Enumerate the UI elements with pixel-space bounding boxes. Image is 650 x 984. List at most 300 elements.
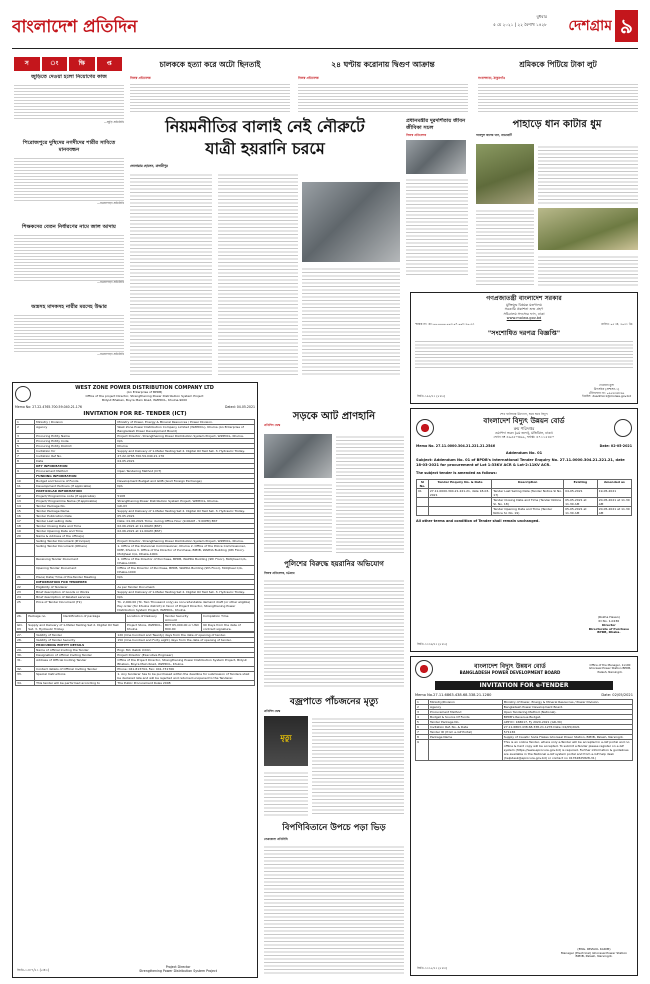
main-story-text-left: [130, 172, 212, 377]
credit: নিজস্ব প্রতিবেদক: [406, 133, 427, 137]
brief-title: জুড়িতে দেওয়া হলো নিয়োগের কাজ: [31, 74, 107, 80]
harvest-photo: [476, 144, 534, 204]
company-name: WEST ZONE POWER DISTRIBUTION COMPANY LTD: [75, 385, 214, 391]
etender-row-cell: 6: [416, 725, 429, 730]
credit: আবদুল কাদের খান, রাঙামাটি: [476, 133, 512, 137]
story-auto-snatch: [130, 76, 290, 114]
etender-row-cell: 5: [416, 720, 429, 725]
tender-row-cell: 24: [16, 595, 35, 600]
etender-row-cell: Tender Package No.: [429, 720, 503, 725]
lightning-photo: [264, 716, 308, 766]
tender-row-cell: Date: 01.06.2021 Time: during Office Hour (9.00AM – 5:00PM) BST: [116, 519, 255, 524]
brief-sign: —নওয়াপাড়া প্রতিনিধি: [96, 201, 124, 205]
tender-row: [16, 672, 255, 681]
tender-row-cell: 3: [16, 434, 35, 439]
tender-row-cell: Khulna: [116, 444, 255, 449]
credit: প্রতিদিন ডেস্ক: [264, 709, 281, 713]
etender-row-cell: 4: [416, 715, 429, 720]
etender-row-cell: BPDB's Revenue Budget.: [502, 715, 632, 720]
etender-row-cell: APP ID: 168617, Fy 2020-2021 (GR-30): [502, 720, 632, 725]
pkg-col: Completion Time: [202, 614, 255, 623]
main-story-text-right: [302, 266, 400, 376]
tender-row-cell: Supply and Delivery of 1-Meter Testing Set 2. Digital Oil Test Set. 3. Hydraulic Trolley.: [116, 449, 255, 454]
story-covid: [298, 76, 468, 114]
tender-row-cell: N/A: [116, 595, 255, 600]
tender-row-cell: Development Partners (If applicable): [35, 484, 116, 489]
tender-row-cell: PROCURING ENTITY DETAILS: [35, 643, 116, 648]
etender-org-bn: বাংলাদেশ বিদ্যুৎ উন্নয়ন বোর্ড: [474, 662, 546, 670]
tender-memo: Memo No: 27.22.4765.700.59.040.21.176: [15, 404, 82, 409]
tender-row-cell: This tender will be performed according to: [35, 681, 116, 686]
govt-tender-notice: [410, 292, 638, 404]
page-number: ৯: [615, 10, 638, 42]
tender-row-cell: Invitation for: [35, 449, 116, 454]
tender-row: [16, 658, 255, 667]
credit: নিজস্ব প্রতিবেদক: [298, 76, 319, 80]
tender-row-cell: Selling Tender Document (Others): [35, 544, 116, 557]
package-table: [15, 613, 255, 632]
main-headline-line1: নিয়মনীতির বালাই নেই নৌরুটে: [165, 117, 365, 136]
field-photo: [538, 208, 638, 250]
etender-code: জিডি-১৩১৫/২১ (৫×৩): [417, 966, 448, 971]
brief-item: [14, 304, 124, 370]
tender-date: Dated: 04.05.2021: [225, 404, 255, 409]
issue-day: বুধবার: [536, 14, 547, 19]
tender-row-cell: Tender Closing Date and Time: [35, 524, 116, 529]
etender-row-cell: 3: [416, 710, 429, 715]
story4-title: পুলিশের বিরুদ্ধে হয়রানির অভিযোগ: [284, 560, 384, 568]
tender-row-cell: 2: [16, 425, 35, 434]
masthead: [12, 6, 638, 48]
notice-website[interactable]: www.molwa.gov.bd: [506, 316, 542, 321]
tender-row-cell: 1. Any tenderer has to be purchased within the deadline for submission of Tenders shall be declared late and will be rejected and returned unopened to the Tenderer.: [116, 672, 255, 681]
pm-photo: [406, 140, 466, 174]
bpdb-signer-role: Director: [601, 622, 616, 627]
etender-row-cell: Supply of Caustic Soda Flakes Ghorasal Power Station, BPDB, Palash, Narsingdi.: [502, 735, 632, 740]
bpdb-addr: ওয়াপদা ভবন (৯ম তলা), মতিঝিল, ঢাকা।: [494, 431, 554, 435]
tender-row-cell: 29.: [16, 648, 35, 653]
etender-title: INVITATION FOR e-TENDER: [435, 681, 613, 690]
notice-date: তারিখ: ০৫ মে, ২০২১ খ্রি:: [600, 321, 633, 326]
etender-row-cell: 1: [416, 700, 429, 705]
notice-email: ইমেইল: dsadmin1@molwa.gov.bd: [582, 394, 631, 399]
etender-memo: Memo No.27.11.6863.438.68.338.21.1280: [415, 693, 492, 697]
addendum-col: Existing: [564, 479, 598, 488]
tender-row-cell: Project/ Programme Name (If applicable): [35, 499, 116, 504]
pkg-col: Identification of package: [61, 614, 125, 623]
bpdb-signer-id: ID No. 1-0236: [598, 619, 620, 623]
brief-item: [14, 140, 124, 220]
credit: নিজস্ব প্রতিবেদক, চট্টগ্রাম: [264, 571, 295, 575]
tender-footer-code: জিডি-১৩৮৭/২১ (৫×৩): [17, 968, 49, 973]
notice-subject: "সংশোধিত দরপত্র বিজ্ঞপ্তি": [487, 328, 561, 337]
tender-row-cell: Development Budget and GOB (Govt Foreign Exchange): [116, 479, 255, 484]
tender-row-cell: 27.22.4765.700.59.040.21.176: [116, 454, 255, 459]
issue-date: ৫ মে ২০২১ | ২২ বৈশাখ ১৪২৮: [493, 22, 547, 27]
etender-row-cell: Ministry of Power, Energy & Mineral Resources / Power Division.: [502, 700, 632, 705]
tender-title: INVITATION FOR RE- TENDER (ICT): [83, 410, 187, 417]
tender-row-cell: 27.: [16, 633, 35, 638]
addendum-row-cell: 20-05-2021 at 11.30 AM: [598, 506, 630, 515]
pkg-cell: Project Store, WZPDCL, Khulna: [126, 623, 162, 632]
tender-row-cell: 19: [16, 529, 35, 534]
tender-row-cell: 5: [16, 444, 35, 449]
tender-signer-role: Strengthening Power Distribution System Project: [139, 969, 217, 973]
bpdb-signer: (Rokha Hasan): [597, 615, 620, 620]
tender-row-cell: Engr. Md. Rabib Uddin: [116, 648, 255, 653]
etender-signer: (ENG. REZAUL KARIM): [577, 946, 611, 951]
tender-row-cell: Opening Tender Document: [35, 566, 116, 575]
credit: নেত্রকোনা প্রতিনিধি: [264, 837, 288, 841]
bpdb-intro: The subject tender is amended as follows:: [416, 471, 497, 476]
tender-row-cell: Name of official Inviting the Tender: [35, 648, 116, 653]
tender-row-cell: Procuring Entity District: [35, 444, 116, 449]
bpdb-code: জিডি-১৩১৬/২১ (৫×৫): [417, 642, 448, 647]
bpdb-date: Date: 02-05-2021: [599, 443, 632, 448]
slogan: শেখ হাসিনার উদ্যোগ, ঘরে ঘরে বিদ্যুৎ: [500, 412, 548, 416]
tender-row-cell: 22: [16, 585, 35, 590]
addendum-row-cell: 05-05-2021 at 11.30 AM: [564, 506, 598, 515]
pkg-cell: Supply and Delivery of 1-Meter Testing Set 2. Digital Oil Test Set. 3. Hydraulic Trolley.: [27, 623, 126, 632]
etender-row-cell: 2: [416, 705, 429, 710]
tender-row-cell: Tender Opening Date and Time: [35, 529, 116, 534]
notice-memo: স্মারক নং: ৪৮.০০.০০০০.০০৩.০৭.০০৮.২০-৫৩: [415, 321, 475, 326]
tender-row-cell: Tender Last selling date: [35, 519, 116, 524]
notice-office1: মুক্তিযুদ্ধ বিষয়ক মন্ত্রণালয়: [506, 303, 542, 307]
addendum-row-cell: Tender Last Selling Date (Tender Notice Sl No. 17): [493, 488, 563, 497]
etender-right-office: Office of the Manager, 1x100 Ghorasal Power Station BPDB, Palash, Narsingdi.: [588, 662, 632, 674]
brief-item: [14, 224, 124, 300]
story-worker: [478, 76, 638, 114]
tender-row-cell: 17: [16, 519, 35, 524]
tender-row-cell: 02.06.2021 at 11.00AM (BST): [116, 529, 255, 534]
tender-row-cell: Supply and Delivery of 1-Meter Testing Set 2. Digital Oil Test Set. 3. Hydraulic Trolley.: [116, 509, 255, 514]
tender-row-cell: 14: [16, 504, 35, 509]
addendum-row: [417, 506, 632, 515]
tender-row-cell: N/A: [116, 484, 255, 489]
etender-row-cell: Procurement Method: [429, 710, 503, 715]
tender-row-cell: Ministry / Division: [35, 420, 116, 425]
tender-row: [16, 557, 255, 566]
tender-row-cell: 1. Office of the Divisional Commissioner, Khulna 2. Office of the Police Commissioner, KMP, Khulna 3. Office of the Director of Purchase, BPDB, WAPDA Building (9th Floor), Motijheel C/A, Dhaka-1000.: [116, 544, 255, 557]
tender-row: [16, 509, 255, 514]
addendum-row-cell: [428, 497, 491, 506]
pkg-col: Location of Delivery: [125, 614, 163, 623]
tender-table-2: [15, 632, 255, 686]
tender-row-cell: INFORMATION FOR TENDERER: [35, 580, 116, 585]
tender-row-cell: 10: [16, 479, 35, 484]
etender-row-cell: Tender ID (from e-GP Portal): [429, 730, 503, 735]
headline-worker: শ্রমিককে পিটিয়ে টাকা লুট: [519, 60, 597, 69]
tender-row-cell: Contact details of Official Inviting Tender: [35, 667, 116, 672]
tender-row: [16, 434, 255, 439]
brief-sign: —নওয়াপাড়া প্রতিনিধি: [96, 280, 124, 284]
tender-row: [16, 590, 255, 595]
tender-row-cell: Price of Tender Document (Tk): [35, 600, 116, 613]
etender-org-en: BANGLADESH POWER DEVELOPMENT BOARD: [459, 670, 561, 676]
notice-signer: দেওয়ান মুসা: [599, 383, 615, 387]
etender-row-cell: Package Name: [429, 735, 503, 740]
etender-date: Date: 02/05/2021: [601, 693, 633, 697]
brief-title: অস্ত্রসহ মাদকসহ নারীর মরদেহ উদ্ধার: [31, 304, 107, 310]
tender-row-cell: Office of the Director of Purchase, BPDB, WAPDA Building (9th Floor), Motijheel C/A, Dhaka-1000: [116, 566, 255, 575]
tender-row-cell: Special Instructions: [35, 672, 116, 681]
tender-row-cell: 150 (One hundred and Forty eight) days from the date of opening of tender.: [116, 638, 255, 643]
tender-row-cell: 04.05.2021: [116, 459, 255, 464]
tender-row-cell: 11: [16, 484, 35, 489]
tender-row-cell: PARTICULAR INFORMATION: [35, 489, 116, 494]
tender-row-cell: Phone: 041-813794, Fax: 041-731766: [116, 667, 255, 672]
bpdb-dept: ক্রয় পরিদপ্তর: [513, 426, 535, 431]
tender-row-cell: Budget and Source of Funds: [35, 479, 116, 484]
lightning-photo-label: মৃত্যু: [280, 734, 292, 742]
tender-row-cell: 21: [16, 575, 35, 580]
tender-row-cell: Date: [35, 459, 116, 464]
addendum-row-cell: 20-05-2021 at 11.30 AM: [598, 497, 630, 506]
etender-row-cell: 7: [416, 730, 429, 735]
tender-row-cell: Tk. 2,000.00 (Tk. Two Thousand only) as non-refundable demand draft (or other eligible) Pay order (for Khulna district) in favor of Project Director, Strengthening Power Distribution System Project, WZPDCL, Khulna.: [116, 600, 255, 613]
tender-row-cell: Procuring Entity Code: [35, 439, 116, 444]
notice-office2: সরকারি প্রকাশনা শুভ গ্রহণ: [504, 307, 544, 312]
addendum-row-cell: [428, 506, 491, 515]
story5-title: বজ্রপাতে পাঁচজনের মৃত্যু: [289, 697, 379, 707]
tender-row-cell: Address of Official Inviting Tender: [35, 658, 116, 667]
tender-row-cell: Tender Package Name: [35, 509, 116, 514]
tender-row-cell: As per Tender Document.: [116, 585, 255, 590]
tender-row-cell: Name & Address of the office(s): [35, 534, 116, 539]
notice-govt-title: গণপ্রজাতন্ত্রী বাংলাদেশ সরকার: [486, 295, 562, 302]
side-story-pm: [406, 118, 468, 288]
main-byline: দেলোয়ার হোসেন, মাদারীপুর: [130, 164, 168, 168]
tender-row-cell: [16, 544, 35, 557]
notice-code: জিডি-১৯২/২১ (৫×৫): [417, 394, 446, 399]
tender-row-cell: N/A: [116, 575, 255, 580]
tender-row-cell: [16, 566, 35, 575]
company-office: Office of the project Director, Strengthening Power Distribution System Project: [85, 394, 204, 398]
company-logo-icon: [15, 386, 31, 402]
tender-row-cell: Project Director, Strengthening Power Distribution System Project, WZPDCL, Khulna.: [116, 434, 255, 439]
story3-title: সড়কে আট প্রাণহানি: [292, 411, 376, 422]
bpdb-subject: Subject: Addendum No. 01 of BPDB's International Tender Enquiry No. 27.11.0000.304.21.221.21, date 18-03-2021 for procurement of Lot 1:33KV ACR & Lot-2:11KV ACR.: [416, 458, 625, 468]
bpdb-signer-role3: BPDB, Dhaka.: [597, 630, 621, 635]
tender-row-cell: Strengthening Power Distribution System Project, WZPDCL, Khulna.: [116, 499, 255, 504]
tender-row-cell: Project/ Programme code (If applicable): [35, 494, 116, 499]
tender-row-cell: 1: [16, 420, 35, 425]
brief-title: শিক্ষকদের বেতন নির্ধারণের নামে জাল আদায়: [22, 224, 116, 230]
tender-row: [16, 600, 255, 613]
bpdb-footer: All other terms and condition of Tender shall remain unchanged.: [416, 518, 540, 523]
tender-row-cell: 13: [16, 499, 35, 504]
left-brief-column: [14, 74, 124, 374]
west-zone-tender: [12, 382, 258, 978]
tender-row-cell: Place/ Date/ Time of Pre-Tender Meeting: [35, 575, 116, 580]
etender-row-cell: Bangladesh Power Development Board.: [502, 705, 632, 710]
pkg-cell: GD-03: [16, 623, 27, 632]
newspaper-logo: বাংলাদেশ প্রতিদিন: [12, 17, 138, 37]
etender-row: [416, 735, 633, 740]
tender-row-cell: Validity of Tender: [35, 633, 116, 638]
notice-phone: টেলিফোন নং: ০৯৫৬৩৬৮৯৯: [588, 390, 625, 395]
main-headline-line2: যাত্রী হয়রানি চরমে: [205, 139, 325, 158]
tender-row-cell: [16, 557, 35, 566]
addendum-col: Amended as: [597, 479, 631, 488]
tender-row-cell: 15: [16, 509, 35, 514]
tender-row-cell: 05.05.2021: [116, 514, 255, 519]
etender-row-cell: Invitation Ref. No. & Date: [429, 725, 503, 730]
tender-row-cell: 30.: [16, 653, 35, 658]
tender-row-cell: West Zone Power Distribution Company Limited (WZPDCL), Khulna (An Enterprise of Bangladesh Power Development Board): [116, 425, 255, 434]
tender-row-cell: 25: [16, 600, 35, 613]
brief-tabs: [14, 57, 122, 71]
addendum-row-cell: 27.11.0000.304.21.221.21, date 18-03-2021: [428, 488, 491, 497]
etender-row-cell: 9: [416, 740, 429, 761]
addendum-row: [417, 488, 632, 497]
tender-row-cell: 1. Office of the Director of Purchase, BPDB, WAPDA Building (9th Floor), Motijheel C/A, Dhaka-1000.: [116, 557, 255, 566]
addendum-row-cell: 19-05-2021: [597, 488, 631, 497]
tender-row-cell: 6: [16, 449, 35, 454]
addendum-col: Sl No.: [417, 479, 429, 488]
credit: প্রতিদিন ডেস্ক: [264, 423, 281, 427]
tender-row-cell: Validity of Tender Security: [35, 638, 116, 643]
flag-icon: [614, 419, 632, 437]
tender-row-cell: N/A: [116, 439, 255, 444]
etender-row-cell: Budget & Source Of Funds: [429, 715, 503, 720]
pkg-col: Tender Security Amount: [164, 614, 202, 623]
company-address: Bidyut Bhaban, Boyra Main Road, WZPDCL, Khulna-9000: [101, 397, 188, 402]
etender-row-cell: Open Tendering Method (National).: [502, 710, 632, 715]
addendum-col: Description: [492, 479, 564, 488]
tender-row-cell: 32.: [16, 667, 35, 672]
bpdb-addendum-no: Addendum No. 01: [505, 450, 543, 455]
brief-tab: প্ত: [97, 57, 123, 71]
bpdb-fax: ফোন নং ৪৯৫৫০৩৬৯, ফ্যাক্স: ৪৭১১৫৪৮০: [493, 435, 555, 440]
e-tender-notice: [410, 656, 638, 976]
brief-item: [14, 74, 124, 136]
etender-row-cell: This is an online Tender, where only e-Tender will be accepted in e-GP portal and no offline & hard copy will be accepted. To submit e-Tender please register on e-GP system (https://www.eprocure.gov.bd) is required. Further information & guidelines are available in the National e-GP system portal and from e-GP help desk (helpdesk@eprocure.gov.bd) or contact no 01762825828-31): [502, 740, 632, 761]
credit: সংবাদদাতা, ঠাকুরগাঁও: [478, 76, 506, 80]
masthead-rule: [12, 48, 638, 49]
story6-title: বিপণিবিতানে উপচে পড়া ভিড়: [282, 823, 386, 833]
etender-row-cell: [429, 740, 503, 761]
middle-column: [264, 410, 404, 976]
section-title: দেশগ্রাম: [568, 18, 612, 34]
tender-row-cell: FUNDING INFORMATION: [35, 474, 116, 479]
side-story-harvest: [476, 118, 638, 288]
addendum-row-cell: [417, 506, 429, 515]
addendum-row-cell: 04-05-2021: [564, 488, 598, 497]
etender-row-cell: Agency: [429, 705, 503, 710]
pkg-cell: 90 Days from the date of contract signature.: [202, 623, 255, 632]
accident-photo: [264, 434, 332, 478]
main-story: [130, 116, 400, 381]
tender-row-cell: 5108: [116, 494, 255, 499]
brief-tab: ং: [42, 57, 68, 71]
tender-row-cell: Open Tendering Method (ICT): [116, 469, 255, 474]
tender-row-cell: 18: [16, 524, 35, 529]
addendum-row-cell: Tender Closing Date and Time (Tender Notice Sl. No. 18): [492, 497, 564, 506]
etender-row-cell: 8: [416, 735, 429, 740]
bpdb-logo-icon: [416, 419, 434, 437]
side-story-harvest-title: পাহাড়ে ধান কাটার ধুম: [512, 119, 602, 130]
main-story-text-mid: [218, 172, 298, 377]
tender-row-cell: Brief description of Goods or Works: [35, 590, 116, 595]
tender-row-cell: Eligibility of Tenderer: [35, 585, 116, 590]
addendum-row: [417, 497, 632, 506]
tender-row-cell: Procuring Entity Name: [35, 434, 116, 439]
tender-row-cell: Procurement Method: [35, 469, 116, 474]
etender-table: [415, 699, 633, 761]
tender-row-cell: Supply and Delivery of 1-Meter Testing Set 2. Digital Oil Test Set. 3. Hydraulic Trolley.: [116, 590, 255, 595]
tender-row-cell: 31.: [16, 658, 35, 667]
etender-row-cell: Ministry/Division: [429, 700, 503, 705]
tender-row-cell: 12: [16, 494, 35, 499]
notice-office3: সচিবালয় সদস্যের ফাদ, ঢাকা: [503, 311, 545, 316]
etender-row: [416, 740, 633, 761]
addendum-row-cell: 05-05-2021 at 11.30 AM: [564, 497, 598, 506]
tender-row-cell: Project Director (Executive Engineer): [116, 653, 255, 658]
headline-covid: ২৪ ঘণ্টায় করোনায় দ্বিগুণ আক্রান্ত: [331, 60, 435, 69]
bpdb-name: বাংলাদেশ বিদ্যুৎ উন্নয়ন বোর্ড: [483, 417, 565, 425]
tender-row-cell: 9: [16, 469, 35, 474]
headline-auto-snatch: চালককে হত্যা করে অটো ছিনতাই: [159, 60, 261, 69]
tender-row-cell: Brief description of Related services: [35, 595, 116, 600]
brief-tab: ক্ষি: [69, 57, 95, 71]
tender-row-cell: Designation of official Inviting Tender: [35, 653, 116, 658]
tender-row-cell: 16: [16, 514, 35, 519]
credit: নিজস্ব প্রতিবেদক: [130, 76, 151, 80]
tender-row-cell: 33.: [16, 672, 35, 681]
tender-row-cell: KEY INFORMATION: [35, 464, 116, 469]
tender-row: [16, 539, 255, 544]
brief-tab: স: [14, 57, 40, 71]
brief-sign: —নওয়াপাড়া প্রতিনিধি: [96, 352, 124, 356]
etender-row-cell: 571136: [502, 730, 632, 735]
tender-row-cell: 120 (One hundred and Twenty) days from the date of opening of tender.: [116, 633, 255, 638]
tender-row-cell: Ministry of Power, Energy & Mineral Resources / Power Division.: [116, 420, 255, 425]
bpdb-addendum: [410, 408, 638, 652]
notice-signer-role: উপসচিব (প্রশাসন-১): [593, 386, 620, 391]
tender-row-cell: Project Director, Strengthening Power Distribution System Project, WZPDCL, Khulna.: [116, 539, 255, 544]
bpdb-signer-role2: Directorate of Purchase: [588, 626, 629, 631]
brief-sign: —জুড়ি প্রতিনিধি: [103, 120, 124, 124]
addendum-row-cell: [417, 497, 429, 506]
tender-row: [16, 544, 255, 557]
tender-row-cell: Agency: [35, 425, 116, 434]
tender-row-cell: Selling Tender Document (Principal): [35, 539, 116, 544]
tender-row-cell: 4: [16, 439, 35, 444]
tender-row-cell: Office of the Project Director, Strengthening Power Distribution System Project, Bidyut Bhaban, Boyra Main Road, WZPDCL, Khulna.: [116, 658, 255, 667]
tender-row: [16, 638, 255, 643]
tender-row-cell: 34.: [16, 681, 35, 686]
etender-row-cell: 27.11.6863.438.68.338.21.1276 Date: 02/05/2021: [502, 725, 632, 730]
tender-row-cell: 02.06.2021 at 11.00AM (BST): [116, 524, 255, 529]
tender-row: [16, 681, 255, 686]
tender-row-cell: 28.: [16, 638, 35, 643]
tender-row: [16, 425, 255, 434]
brief-title: পিরোজপুরে দুস্থিদের নগদীদের শারীর সাবিতে মানববন্ধন: [22, 140, 116, 153]
tender-row-cell: Tender Publication Date: [35, 514, 116, 519]
tender-row-cell: Tender Package No.: [35, 504, 116, 509]
tender-signer: Project Director: [165, 965, 191, 969]
tender-row: [16, 633, 255, 638]
tender-row: [16, 449, 255, 454]
tender-row-cell: 23: [16, 590, 35, 595]
tender-row-cell: 20: [16, 534, 35, 539]
etender-signer-role: Manager (Electrical) Ghorasal Power Station BPDB, Palash, Narsingdi.: [560, 950, 628, 959]
pkg-col: Package no.: [27, 614, 62, 623]
pkg-cell: BDT 65,000.00 or USD 800.00: [164, 623, 202, 632]
bpdb-memo: Memo No. 27.11.0000.304.21.221.21.2546: [416, 443, 496, 448]
